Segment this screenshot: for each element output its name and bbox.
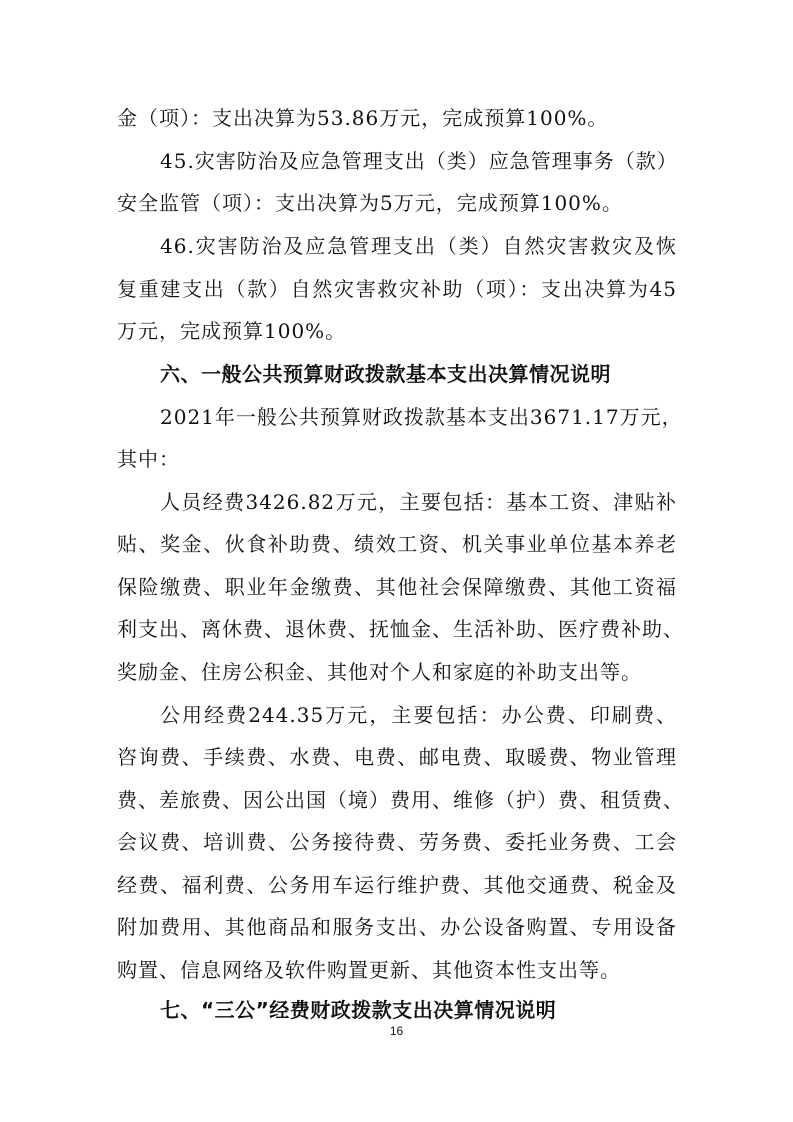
- section-6-intro-line-2: 其中：: [117, 447, 180, 471]
- paragraph-45-line-2: 安全监管（项）：支出决算为5万元，完成预算100%。: [117, 191, 623, 215]
- personnel-expense-line-3: 保险缴费、职业年金缴费、其他社会保障缴费、其他工资福: [117, 575, 677, 599]
- personnel-expense-line-4: 利支出、离休费、退休费、抚恤金、生活补助、医疗费补助、: [117, 617, 684, 641]
- paragraph-45-line-1: 45.灾害防治及应急管理支出（类）应急管理事务（款）: [160, 149, 678, 173]
- paragraph-46-line-2: 复重建支出（款）自然灾害救灾补助（项）：支出决算为45: [117, 277, 677, 301]
- public-expense-line-5: 经费、福利费、公务用车运行维护费、其他交通费、税金及: [117, 873, 677, 897]
- paragraph-46-line-1: 46.灾害防治及应急管理支出（类）自然灾害救灾及恢: [160, 234, 677, 258]
- paragraph-44-continuation: 金（项）：支出决算为53.86万元，完成预算100%。: [117, 106, 609, 130]
- public-expense-line-4: 会议费、培训费、公务接待费、劳务费、委托业务费、工会: [117, 830, 677, 854]
- section-6-heading: 六、一般公共预算财政拨款基本支出决算情况说明: [160, 362, 611, 386]
- public-expense-line-7: 购置、信息网络及软件购置更新、其他资本性支出等。: [117, 958, 621, 982]
- section-7-heading: 七、“三公”经费财政拨款支出决算情况说明: [160, 998, 557, 1022]
- personnel-expense-line-2: 贴、奖金、伙食补助费、绩效工资、机关事业单位基本养老: [117, 532, 677, 556]
- public-expense-line-6: 附加费用、其他商品和服务支出、办公设备购置、专用设备: [117, 915, 677, 939]
- personnel-expense-line-1: 人员经费3426.82万元，主要包括：基本工资、津贴补: [160, 490, 677, 514]
- paragraph-46-line-3: 万元，完成预算100%。: [117, 319, 347, 343]
- page-number: 16: [389, 1024, 404, 1038]
- public-expense-line-3: 费、差旅费、因公出国（境）费用、维修（护）费、租赁费、: [117, 788, 684, 812]
- public-expense-line-2: 咨询费、手续费、水费、电费、邮电费、取暖费、物业管理: [117, 745, 677, 769]
- public-expense-line-1: 公用经费244.35万元，主要包括：办公费、印刷费、: [160, 703, 677, 727]
- section-6-intro-line-1: 2021年一般公共预算财政拨款基本支出3671.17万元，: [160, 405, 683, 429]
- personnel-expense-line-5: 奖励金、住房公积金、其他对个人和家庭的补助支出等。: [117, 660, 642, 684]
